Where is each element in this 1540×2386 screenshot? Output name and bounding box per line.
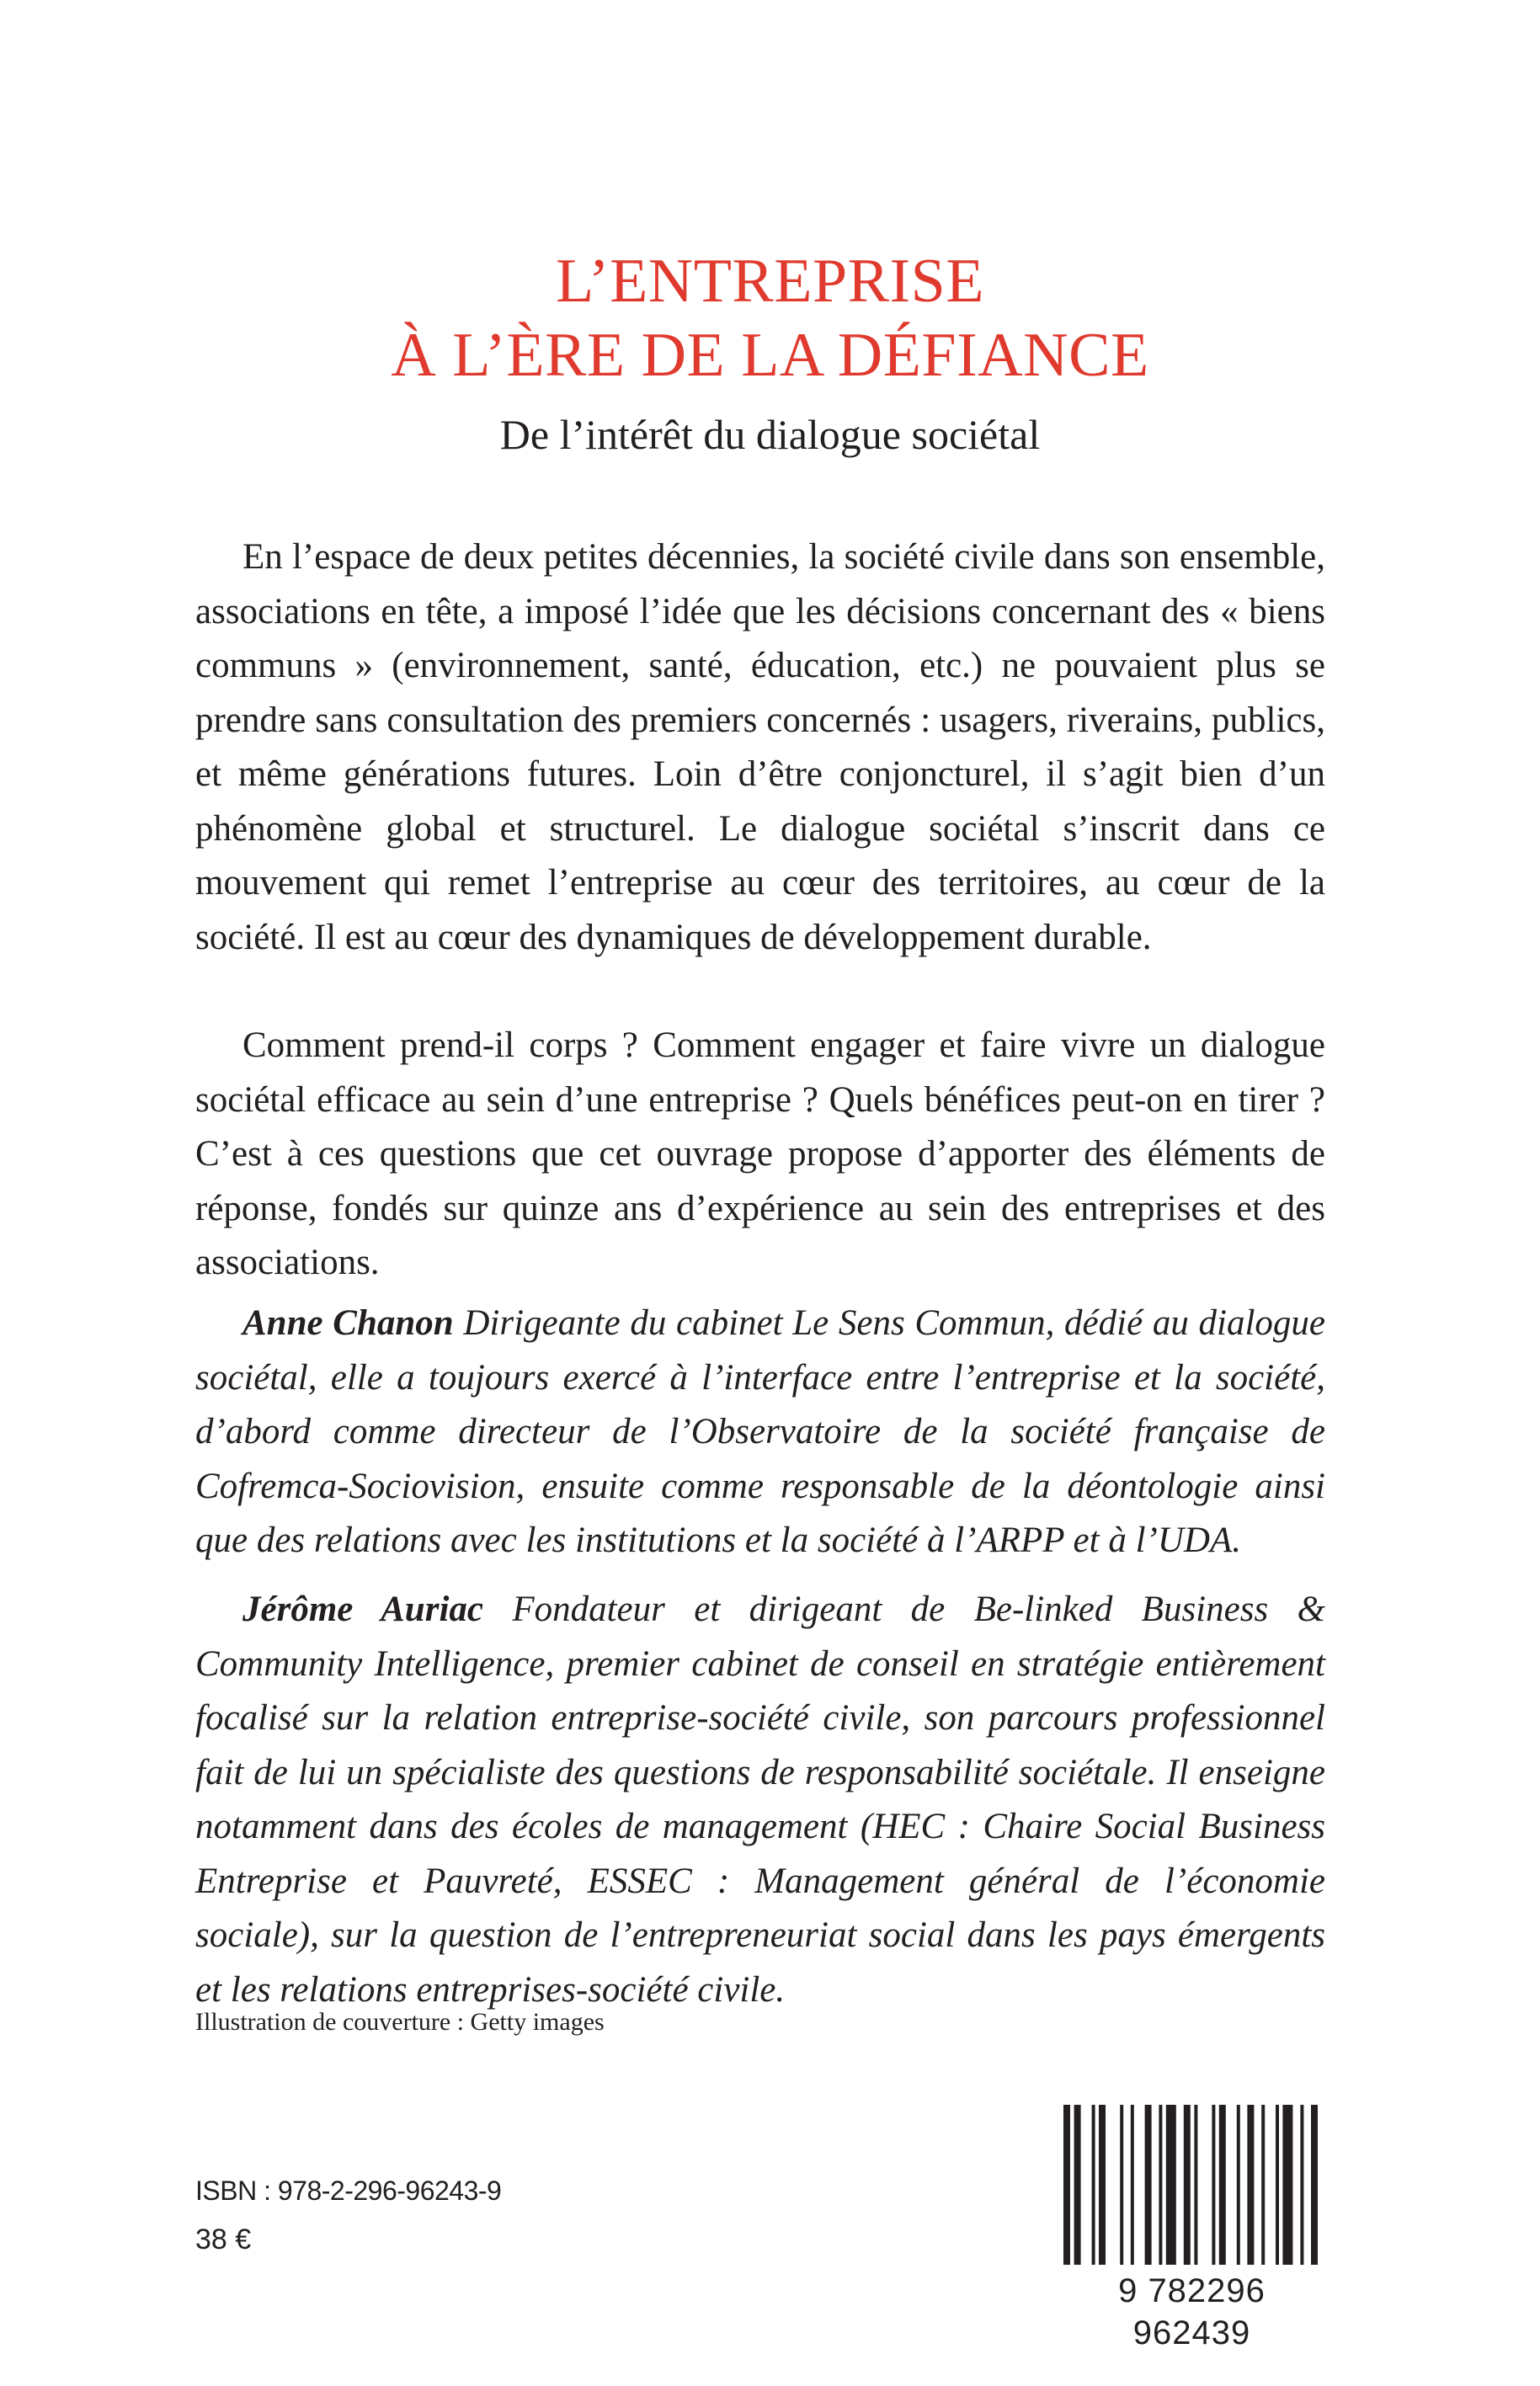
summary-paragraph-2: Comment prend-il corps ? Comment engager et faire vivre un dialogue sociétal efficace au sein d’une entreprise ? Quels bénéfices peut-on en tirer ? C’est à ces questions que cet ouvrage propose d’apporter des éléments de réponse, fondés sur quinze ans d’expérience au sein des entreprises et des associations. [195, 1025, 1325, 1282]
title-block [0, 244, 1540, 461]
author-name: Anne Chanon [242, 1303, 454, 1343]
summary-paragraph-1: En l’espace de deux petites décennies, la société civile dans son ensemble, associations en tête, a imposé l’idée que les décisions concernant des « biens communs » (environnement, santé, éducation, etc.) ne pouvaient plus se prendre sans consultation des premiers concernés : usagers, riverains, publics, et même générations futures. Loin d’être conjoncturel, il s’agit bien d’un phénomène global et structurel. Le dialogue sociétal s’inscrit dans ce mouvement qui remet l’entreprise au cœur des territoires, au cœur de la société. Il est au cœur des dynamiques de développement durable. [195, 537, 1325, 957]
cover-credit: Illustration de couverture : Getty images [195, 2008, 605, 2036]
barcode-bars-icon [1058, 2105, 1325, 2273]
author-bio-paragraph [195, 1583, 1325, 2017]
price: 38 € [195, 2224, 252, 2256]
isbn: ISBN : 978-2-296-96243-9 [195, 2176, 502, 2206]
author-bio-text: Fondateur et dirigeant de Be-linked Business & Community Intelligence, premier cabinet de conseil en stratégie entièrement focalisé sur la relation entreprise-société civile, son parcours professionnel fait de lui un spécialiste des questions de responsabilité sociétale. Il enseigne notamment dans des écoles de management (HEC : Chaire Social Business Entreprise et Pauvreté, ESSEC : Management général de l’économie sociale), sur la question de l’entrepreneuriat social dans les pays émergents et les relations entreprises-société civile. [195, 1590, 1325, 2010]
book-title-line-2: À L’ÈRE DE LA DÉFIANCE [391, 321, 1149, 390]
author-bio-paragraph [195, 1297, 1325, 1568]
book-subtitle: De l’intérêt du dialogue sociétal [499, 411, 1041, 458]
book-title-line-1: L’ENTREPRISE [556, 247, 984, 316]
author-bio-2 [195, 1583, 1325, 2017]
author-bio-text: Dirigeante du cabinet Le Sens Commun, dédié au dialogue sociétal, elle a toujours exercé à l’interface entre l’entreprise et la société, d’abord comme directeur de l’Observatoire de la société française de Cofremca-Sociovision, ensuite comme responsable de la déontologie ainsi que des relations avec les institutions et la société à l’ARPP et à l’UDA. [195, 1303, 1325, 1560]
barcode-digits: 9 782296 962439 [1118, 2272, 1266, 2351]
author-bio-1 [195, 1297, 1325, 1568]
author-name: Jérôme Auriac [242, 1590, 483, 1629]
barcode [1058, 2105, 1325, 2351]
book-summary [195, 530, 1325, 1291]
